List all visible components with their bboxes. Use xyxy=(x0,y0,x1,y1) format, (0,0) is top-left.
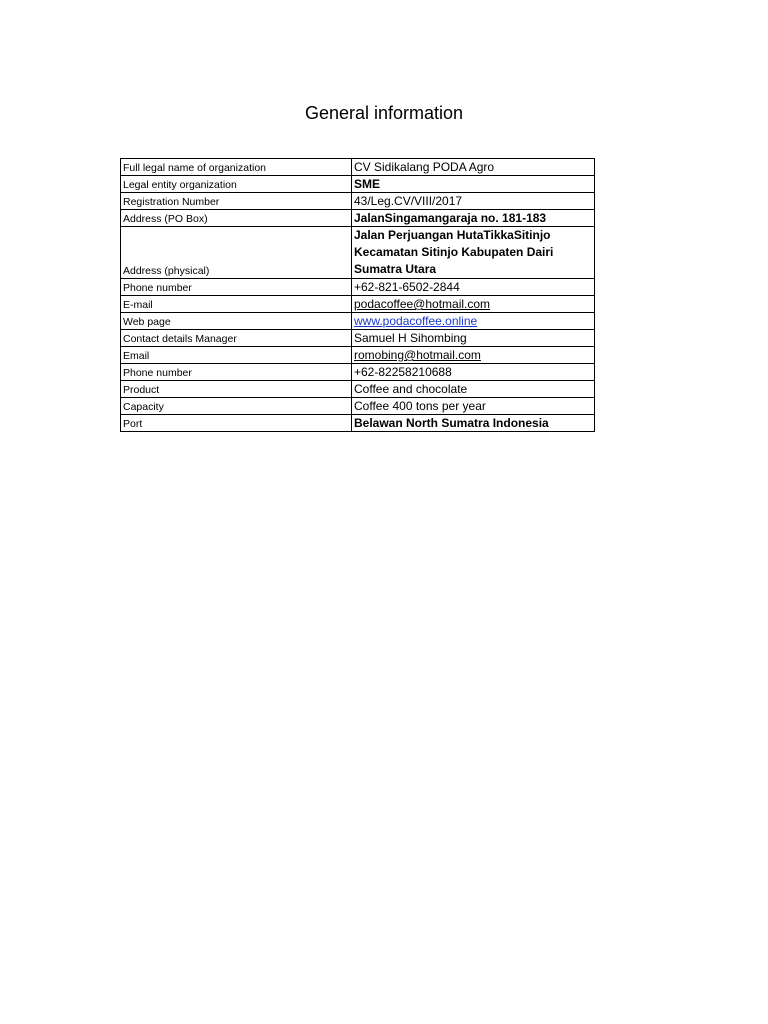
table-row xyxy=(121,330,595,347)
email-link[interactable]: romobing@hotmail.com xyxy=(354,348,481,362)
row-label-product: Product xyxy=(121,381,352,398)
row-value-phone-number: +62-821-6502-2844 xyxy=(352,279,595,296)
row-label-phone-number-manager: Phone number xyxy=(121,364,352,381)
row-value-port: Belawan North Sumatra Indonesia xyxy=(352,415,595,432)
row-label-phone-number: Phone number xyxy=(121,279,352,296)
row-value-web-page xyxy=(352,313,595,330)
row-label-legal-name: Full legal name of organization xyxy=(121,159,352,176)
table-row xyxy=(121,347,595,364)
table-row xyxy=(121,296,595,313)
table-row xyxy=(121,193,595,210)
row-value-address-po-box: JalanSingamangaraja no. 181-183 xyxy=(352,210,595,227)
web-page-link[interactable]: www.podacoffee.online xyxy=(354,314,478,328)
row-value-legal-name: CV Sidikalang PODA Agro xyxy=(352,159,595,176)
row-label-address-po-box: Address (PO Box) xyxy=(121,210,352,227)
table-row xyxy=(121,415,595,432)
row-label-port: Port xyxy=(121,415,352,432)
table-row xyxy=(121,364,595,381)
row-value-phone-number-manager: +62-82258210688 xyxy=(352,364,595,381)
table-row xyxy=(121,313,595,330)
table-row xyxy=(121,159,595,176)
table-row xyxy=(121,227,595,279)
row-label-address-physical: Address (physical) xyxy=(121,227,352,279)
row-value-contact-manager: Samuel H Sihombing xyxy=(352,330,595,347)
e-mail-link[interactable]: podacoffee@hotmail.com xyxy=(354,297,491,311)
row-value-e-mail xyxy=(352,296,595,313)
row-label-capacity: Capacity xyxy=(121,398,352,415)
row-label-registration-number: Registration Number xyxy=(121,193,352,210)
row-value-email xyxy=(352,347,595,364)
table-row xyxy=(121,398,595,415)
row-label-legal-entity: Legal entity organization xyxy=(121,176,352,193)
row-label-contact-manager: Contact details Manager xyxy=(121,330,352,347)
row-label-web-page: Web page xyxy=(121,313,352,330)
row-value-capacity: Coffee 400 tons per year xyxy=(352,398,595,415)
table-row xyxy=(121,279,595,296)
row-value-registration-number: 43/Leg.CV/VIII/2017 xyxy=(352,193,595,210)
table-row xyxy=(121,176,595,193)
row-label-e-mail: E-mail xyxy=(121,296,352,313)
table-row xyxy=(121,381,595,398)
row-value-product: Coffee and chocolate xyxy=(352,381,595,398)
row-value-legal-entity: SME xyxy=(352,176,595,193)
row-label-email: Email xyxy=(121,347,352,364)
page-title: General information xyxy=(304,103,464,123)
row-value-address-physical: Jalan Perjuangan HutaTikkaSitinjo Kecamatan Sitinjo Kabupaten Dairi Sumatra Utara xyxy=(352,227,595,279)
general-information-table xyxy=(120,158,595,432)
table-row xyxy=(121,210,595,227)
